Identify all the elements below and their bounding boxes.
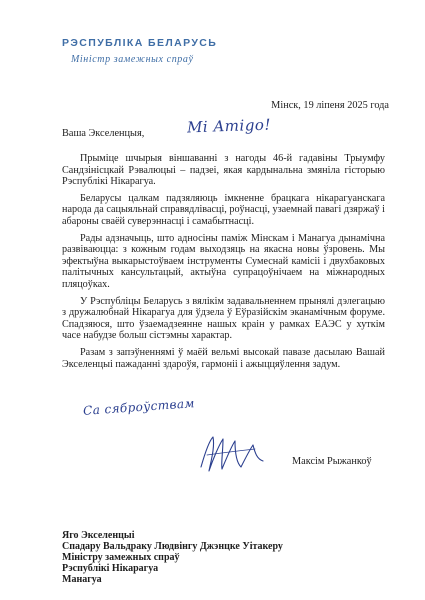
letterhead-country: РЭСПУБЛІКА БЕЛАРУСЬ	[62, 37, 218, 49]
signature-image	[197, 433, 267, 475]
addressee-line: Міністру замежных спраў	[62, 552, 180, 563]
paragraph: У Рэспубліцы Беларусь з вялікім задавальненнем прынялі дэлегацыю з дружалюбнай Нікарагуа для ўдзела ў Еўразійскім эканамічным форуме. Спадзяюся, што ўзаемадзеянне нашых краін у рамках ЕАЭС у хуткім часе набудзе больш сістэмны характар.	[62, 295, 385, 342]
addressee-line: Манагуа	[62, 574, 102, 585]
addressee-line: Спадару Вальдраку Людвінгу Джэнцке Уітакеру	[62, 541, 283, 552]
paragraph: Беларусы цалкам падзяляюць імкненне брацкага нікарагуанскага народа да сацыяльнай справядлівасці, роўнасці, узаемнай павагі дзяржаў і абароны сваёй суверэннасці і самабытнасці.	[62, 192, 385, 227]
handwritten-closing: Са сяброўствам	[82, 396, 196, 418]
signer-name: Максім Рыжанкоў	[292, 456, 372, 467]
addressee-line: Рэспублікі Нікарагуа	[62, 563, 159, 574]
letterhead-ministry: Міністр замежных спраў	[71, 54, 194, 65]
letter-date: Мінск, 19 ліпеня 2025 года	[271, 100, 389, 111]
letter-body	[62, 153, 385, 375]
paragraph: Разам з запэўненнямі ў маёй вельмі высокай павазе дасылаю Вашай Экселенцыі пажаданні здароўя, гармоніі і ажыццяўлення задум.	[62, 346, 385, 370]
paragraph: Рады адзначыць, што адносіны паміж Мінскам і Манагуа дынамічна развіваюцца: з кожным годам выходзяць на якасна новы ўзровень. Мы эфектыўна выкарыстоўваем інструменты Сумеснай камісіі і двухбаковых палітычных кансультацый, актыўна супрацоўнічаем на міжнародных пляцоўках.	[62, 232, 385, 290]
handwritten-greeting: Mi Amigo!	[186, 115, 272, 137]
addressee-block	[62, 530, 283, 585]
paragraph: Прыміце шчырыя віншаванні з нагоды 46-й гадавіны Трыумфу Сандзінісцкай Рэвалюцыі – падзеі, якая кардынальна змяніла гісторыю Рэспублікі Нікарагуа.	[62, 153, 385, 188]
salutation: Ваша Экселенцыя,	[62, 128, 145, 139]
addressee-line: Яго Экселенцыі	[62, 530, 135, 541]
